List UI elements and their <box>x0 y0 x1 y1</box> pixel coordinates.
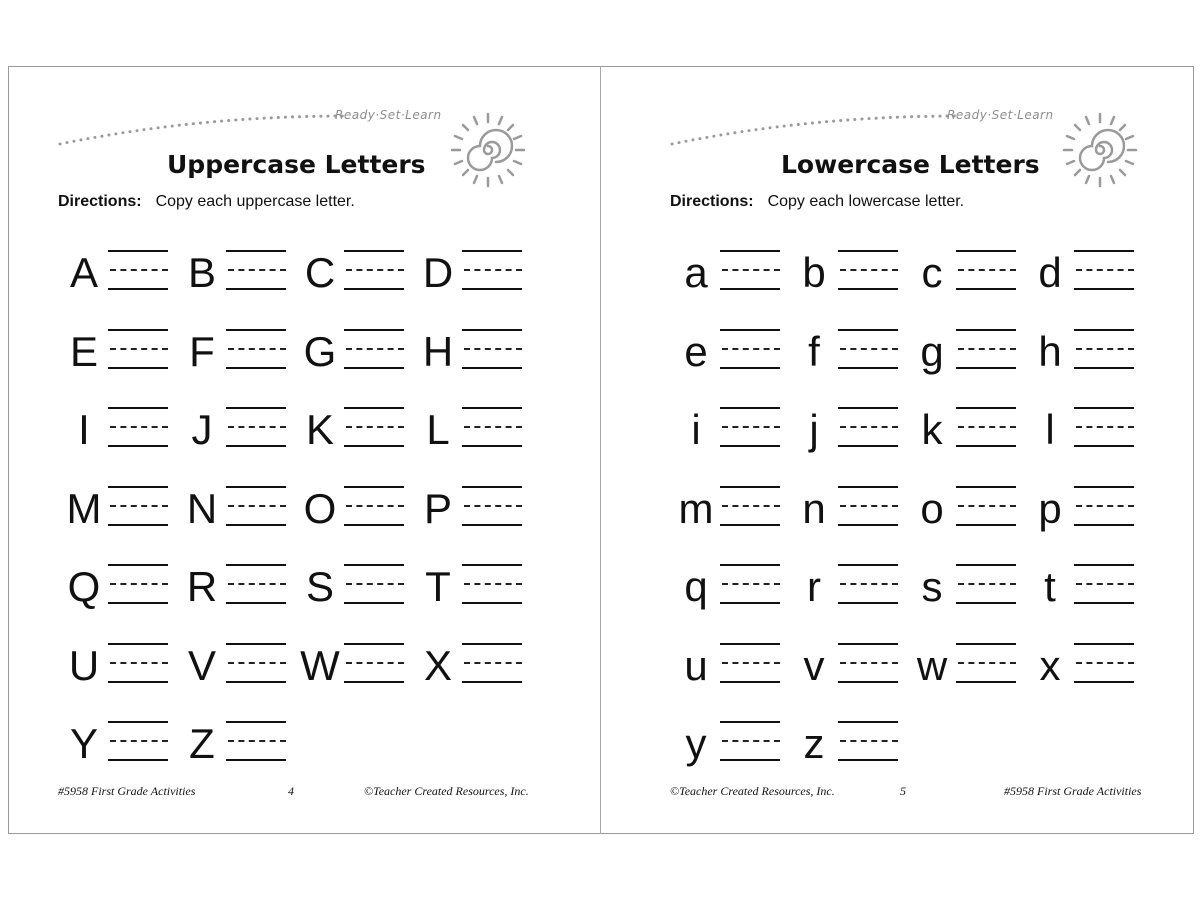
writing-line-mid <box>228 348 286 350</box>
directions-text: Copy each uppercase letter. <box>155 193 355 210</box>
writing-lines[interactable] <box>226 250 286 290</box>
writing-line-top <box>462 329 522 331</box>
letter-O: O <box>303 484 337 532</box>
writing-line-mid <box>110 740 168 742</box>
writing-line-top <box>956 643 1016 645</box>
writing-line-bot <box>226 367 286 369</box>
writing-line-bot <box>344 367 404 369</box>
writing-line-mid <box>228 583 286 585</box>
letter-P: P <box>423 484 452 532</box>
writing-line-bot <box>462 602 522 604</box>
writing-lines[interactable] <box>1074 643 1134 683</box>
writing-line-bot <box>226 445 286 447</box>
writing-line-bot <box>956 367 1016 369</box>
letter-B: B <box>187 249 216 296</box>
writing-lines[interactable] <box>838 564 898 604</box>
writing-lines[interactable] <box>108 564 168 604</box>
writing-line-top <box>838 329 898 331</box>
writing-line-bot <box>720 367 780 369</box>
writing-line-mid <box>1076 583 1134 585</box>
writing-line-mid <box>346 348 404 350</box>
writing-lines[interactable] <box>462 486 522 526</box>
writing-line-top <box>344 250 404 252</box>
directions <box>670 193 964 211</box>
writing-line-bot <box>108 367 168 369</box>
dotted-arc-decoration <box>58 110 348 150</box>
writing-line-bot <box>838 367 898 369</box>
writing-line-mid <box>722 269 780 271</box>
writing-line-bot <box>462 367 522 369</box>
brand-label: Ready·Set·Learn <box>947 108 1054 122</box>
writing-line-mid <box>840 505 898 507</box>
writing-line-top <box>720 486 780 488</box>
writing-line-mid <box>958 269 1016 271</box>
writing-lines[interactable] <box>720 250 780 290</box>
writing-lines[interactable] <box>462 407 522 447</box>
writing-line-top <box>1074 643 1134 645</box>
letter-Y: Y <box>69 720 98 767</box>
writing-line-top <box>226 564 286 566</box>
writing-line-top <box>720 643 780 645</box>
writing-line-mid <box>840 740 898 742</box>
writing-line-bot <box>226 602 286 604</box>
directions <box>58 193 355 211</box>
writing-lines[interactable] <box>838 250 898 290</box>
letter-G: G <box>303 327 337 375</box>
writing-line-mid <box>958 426 1016 428</box>
writing-line-mid <box>346 269 404 271</box>
writing-line-top <box>956 329 1016 331</box>
writing-line-top <box>838 250 898 252</box>
writing-lines[interactable] <box>462 564 522 604</box>
writing-line-mid <box>110 662 168 664</box>
writing-line-bot <box>1074 288 1134 290</box>
writing-line-mid <box>722 583 780 585</box>
writing-line-bot <box>838 681 898 683</box>
footer-copyright: ©Teacher Created Resources, Inc. <box>364 784 529 798</box>
writing-lines[interactable] <box>226 407 286 447</box>
sun-swirl-icon <box>1058 108 1142 192</box>
letter-w: w <box>916 641 948 689</box>
writing-lines[interactable] <box>108 407 168 447</box>
writing-line-bot <box>838 445 898 447</box>
writing-lines[interactable] <box>462 250 522 290</box>
writing-line-mid <box>464 348 522 350</box>
writing-line-mid <box>346 505 404 507</box>
writing-lines[interactable] <box>720 486 780 526</box>
writing-line-mid <box>228 426 286 428</box>
writing-lines[interactable] <box>1074 564 1134 604</box>
letter-Q: Q <box>67 563 101 610</box>
writing-line-mid <box>1076 505 1134 507</box>
letter-t: t <box>1044 563 1056 610</box>
writing-line-bot <box>226 524 286 526</box>
writing-line-mid <box>1076 269 1134 271</box>
footer-copyright: ©Teacher Created Resources, Inc. <box>670 784 835 798</box>
writing-lines[interactable] <box>462 643 522 683</box>
writing-line-top <box>226 486 286 488</box>
writing-line-mid <box>110 269 168 271</box>
writing-line-top <box>344 329 404 331</box>
letter-v: v <box>803 641 825 689</box>
writing-line-bot <box>344 288 404 290</box>
footer-series: #5958 First Grade Activities <box>58 784 196 798</box>
writing-lines[interactable] <box>226 721 286 761</box>
writing-line-top <box>720 564 780 566</box>
writing-lines[interactable] <box>108 643 168 683</box>
writing-line-top <box>108 564 168 566</box>
writing-line-top <box>1074 564 1134 566</box>
writing-line-bot <box>108 681 168 683</box>
writing-lines[interactable] <box>838 721 898 761</box>
writing-lines[interactable] <box>720 643 780 683</box>
letter-g: g <box>920 327 944 375</box>
writing-line-mid <box>346 583 404 585</box>
writing-line-mid <box>110 348 168 350</box>
writing-lines[interactable] <box>838 486 898 526</box>
writing-line-top <box>462 250 522 252</box>
letter-n: n <box>802 484 826 532</box>
brand-label: Ready·Set·Learn <box>335 108 442 122</box>
letter-A: A <box>69 249 98 296</box>
writing-lines[interactable] <box>344 486 404 526</box>
writing-lines[interactable] <box>720 407 780 447</box>
writing-line-mid <box>722 348 780 350</box>
writing-lines[interactable] <box>108 721 168 761</box>
writing-lines[interactable] <box>1074 407 1134 447</box>
writing-line-top <box>720 329 780 331</box>
writing-line-top <box>956 486 1016 488</box>
directions-text: Copy each lowercase letter. <box>767 193 965 210</box>
letter-l: l <box>1045 406 1055 453</box>
writing-line-top <box>344 486 404 488</box>
writing-line-bot <box>462 288 522 290</box>
writing-line-mid <box>464 426 522 428</box>
writing-line-mid <box>228 505 286 507</box>
letter-e: e <box>684 327 708 375</box>
writing-lines[interactable] <box>1074 329 1134 369</box>
writing-line-mid <box>228 662 286 664</box>
writing-lines[interactable] <box>108 329 168 369</box>
writing-line-bot <box>1074 445 1134 447</box>
writing-line-top <box>108 721 168 723</box>
writing-line-bot <box>720 681 780 683</box>
writing-line-mid <box>958 505 1016 507</box>
letter-p: p <box>1038 484 1062 532</box>
writing-line-bot <box>226 759 286 761</box>
writing-line-mid <box>346 662 404 664</box>
writing-lines[interactable] <box>108 486 168 526</box>
writing-lines[interactable] <box>226 643 286 683</box>
writing-line-top <box>108 486 168 488</box>
letter-r: r <box>807 563 821 610</box>
letter-i: i <box>691 406 701 453</box>
writing-line-bot <box>1074 681 1134 683</box>
writing-line-bot <box>462 681 522 683</box>
writing-line-top <box>226 721 286 723</box>
writing-line-bot <box>838 759 898 761</box>
writing-line-top <box>838 407 898 409</box>
writing-line-top <box>226 329 286 331</box>
writing-lines[interactable] <box>344 643 404 683</box>
letter-X: X <box>423 641 452 689</box>
writing-lines[interactable] <box>956 250 1016 290</box>
letter-s: s <box>921 563 943 610</box>
writing-line-top <box>838 721 898 723</box>
writing-line-mid <box>110 505 168 507</box>
page-fold <box>600 66 601 834</box>
letter-E: E <box>69 327 98 375</box>
directions-label: Directions: <box>58 193 142 210</box>
writing-line-bot <box>838 602 898 604</box>
writing-line-mid <box>1076 662 1134 664</box>
writing-lines[interactable] <box>956 486 1016 526</box>
writing-line-mid <box>840 583 898 585</box>
writing-lines[interactable] <box>720 329 780 369</box>
writing-line-mid <box>110 426 168 428</box>
writing-line-bot <box>956 681 1016 683</box>
writing-line-bot <box>956 524 1016 526</box>
letter-c: c <box>921 249 943 296</box>
writing-line-top <box>344 564 404 566</box>
writing-line-top <box>956 564 1016 566</box>
writing-line-bot <box>108 288 168 290</box>
writing-line-top <box>1074 486 1134 488</box>
writing-lines[interactable] <box>956 564 1016 604</box>
writing-line-top <box>226 643 286 645</box>
writing-line-top <box>956 407 1016 409</box>
writing-lines[interactable] <box>956 643 1016 683</box>
letter-L: L <box>426 406 450 453</box>
writing-line-mid <box>228 269 286 271</box>
dotted-arc-decoration <box>670 110 960 150</box>
writing-line-bot <box>344 524 404 526</box>
writing-line-mid <box>840 269 898 271</box>
writing-line-top <box>108 250 168 252</box>
letter-W: W <box>300 641 340 689</box>
sun-swirl-icon <box>446 108 530 192</box>
writing-line-bot <box>720 759 780 761</box>
writing-lines[interactable] <box>226 329 286 369</box>
writing-lines[interactable] <box>462 329 522 369</box>
writing-lines[interactable] <box>226 564 286 604</box>
letter-o: o <box>920 484 944 532</box>
writing-line-bot <box>1074 602 1134 604</box>
writing-line-top <box>108 329 168 331</box>
writing-line-top <box>462 407 522 409</box>
writing-line-top <box>344 643 404 645</box>
writing-line-bot <box>344 602 404 604</box>
writing-line-top <box>462 643 522 645</box>
writing-line-bot <box>462 524 522 526</box>
letter-k: k <box>921 406 943 453</box>
writing-line-mid <box>958 662 1016 664</box>
writing-line-bot <box>108 524 168 526</box>
writing-line-mid <box>110 583 168 585</box>
letter-x: x <box>1039 641 1061 689</box>
writing-line-bot <box>108 602 168 604</box>
writing-line-bot <box>720 445 780 447</box>
letter-a: a <box>684 249 708 296</box>
writing-lines[interactable] <box>956 329 1016 369</box>
letter-U: U <box>68 641 100 689</box>
writing-line-mid <box>464 269 522 271</box>
writing-line-mid <box>464 583 522 585</box>
writing-line-bot <box>956 602 1016 604</box>
writing-line-mid <box>840 426 898 428</box>
writing-line-mid <box>464 662 522 664</box>
footer-series: #5958 First Grade Activities <box>1004 784 1142 798</box>
writing-lines[interactable] <box>838 329 898 369</box>
letter-I: I <box>78 406 90 453</box>
writing-lines[interactable] <box>838 407 898 447</box>
letter-u: u <box>684 641 708 689</box>
letter-D: D <box>422 249 454 296</box>
writing-line-bot <box>108 445 168 447</box>
writing-line-top <box>344 407 404 409</box>
writing-line-mid <box>722 662 780 664</box>
writing-lines[interactable] <box>344 407 404 447</box>
writing-lines[interactable] <box>838 643 898 683</box>
letter-M: M <box>66 484 102 532</box>
writing-line-top <box>1074 407 1134 409</box>
writing-lines[interactable] <box>344 250 404 290</box>
writing-line-mid <box>840 348 898 350</box>
writing-lines[interactable] <box>1074 486 1134 526</box>
letter-y: y <box>685 720 707 767</box>
writing-line-mid <box>840 662 898 664</box>
letter-R: R <box>186 563 218 610</box>
letter-J: J <box>191 406 213 453</box>
writing-lines[interactable] <box>956 407 1016 447</box>
letter-N: N <box>186 484 218 532</box>
letter-h: h <box>1038 327 1062 375</box>
letter-V: V <box>187 641 216 689</box>
writing-line-mid <box>228 740 286 742</box>
writing-line-top <box>226 250 286 252</box>
writing-lines[interactable] <box>720 564 780 604</box>
writing-lines[interactable] <box>226 486 286 526</box>
writing-line-top <box>1074 250 1134 252</box>
writing-line-bot <box>956 288 1016 290</box>
writing-line-top <box>720 721 780 723</box>
writing-line-mid <box>722 426 780 428</box>
letter-H: H <box>422 327 454 375</box>
writing-line-mid <box>346 426 404 428</box>
writing-line-bot <box>344 681 404 683</box>
writing-line-top <box>108 407 168 409</box>
writing-line-top <box>838 643 898 645</box>
writing-line-mid <box>958 348 1016 350</box>
writing-line-mid <box>464 505 522 507</box>
writing-line-top <box>1074 329 1134 331</box>
page-title: Uppercase Letters <box>167 150 426 179</box>
letter-K: K <box>305 406 334 453</box>
writing-line-top <box>720 407 780 409</box>
writing-line-top <box>462 564 522 566</box>
letter-C: C <box>304 249 336 296</box>
letter-j: j <box>809 406 819 453</box>
writing-line-bot <box>1074 367 1134 369</box>
writing-line-bot <box>838 288 898 290</box>
letter-b: b <box>802 249 826 296</box>
writing-line-bot <box>226 681 286 683</box>
writing-line-mid <box>1076 348 1134 350</box>
writing-line-top <box>838 486 898 488</box>
writing-line-bot <box>956 445 1016 447</box>
writing-line-top <box>108 643 168 645</box>
writing-line-top <box>956 250 1016 252</box>
letter-m: m <box>678 484 714 532</box>
writing-line-mid <box>722 505 780 507</box>
writing-line-bot <box>108 759 168 761</box>
letter-S: S <box>305 563 334 610</box>
writing-line-mid <box>958 583 1016 585</box>
writing-line-bot <box>838 524 898 526</box>
writing-line-bot <box>344 445 404 447</box>
letter-z: z <box>803 720 825 767</box>
letter-f: f <box>808 327 820 375</box>
footer-page-number: 4 <box>288 784 294 798</box>
writing-line-top <box>462 486 522 488</box>
writing-line-bot <box>720 288 780 290</box>
writing-lines[interactable] <box>1074 250 1134 290</box>
directions-label: Directions: <box>670 193 754 210</box>
letter-F: F <box>189 327 215 375</box>
letter-q: q <box>684 563 708 610</box>
writing-line-mid <box>722 740 780 742</box>
footer-page-number: 5 <box>900 784 906 798</box>
writing-line-top <box>226 407 286 409</box>
writing-lines[interactable] <box>344 329 404 369</box>
letter-Z: Z <box>189 720 215 767</box>
writing-line-bot <box>720 602 780 604</box>
writing-lines[interactable] <box>108 250 168 290</box>
writing-lines[interactable] <box>720 721 780 761</box>
letter-d: d <box>1038 249 1062 296</box>
writing-line-bot <box>1074 524 1134 526</box>
writing-line-top <box>720 250 780 252</box>
writing-line-top <box>838 564 898 566</box>
writing-line-bot <box>462 445 522 447</box>
writing-line-bot <box>226 288 286 290</box>
writing-line-mid <box>1076 426 1134 428</box>
letter-T: T <box>425 563 451 610</box>
page-title: Lowercase Letters <box>781 150 1040 179</box>
writing-line-bot <box>720 524 780 526</box>
writing-lines[interactable] <box>344 564 404 604</box>
